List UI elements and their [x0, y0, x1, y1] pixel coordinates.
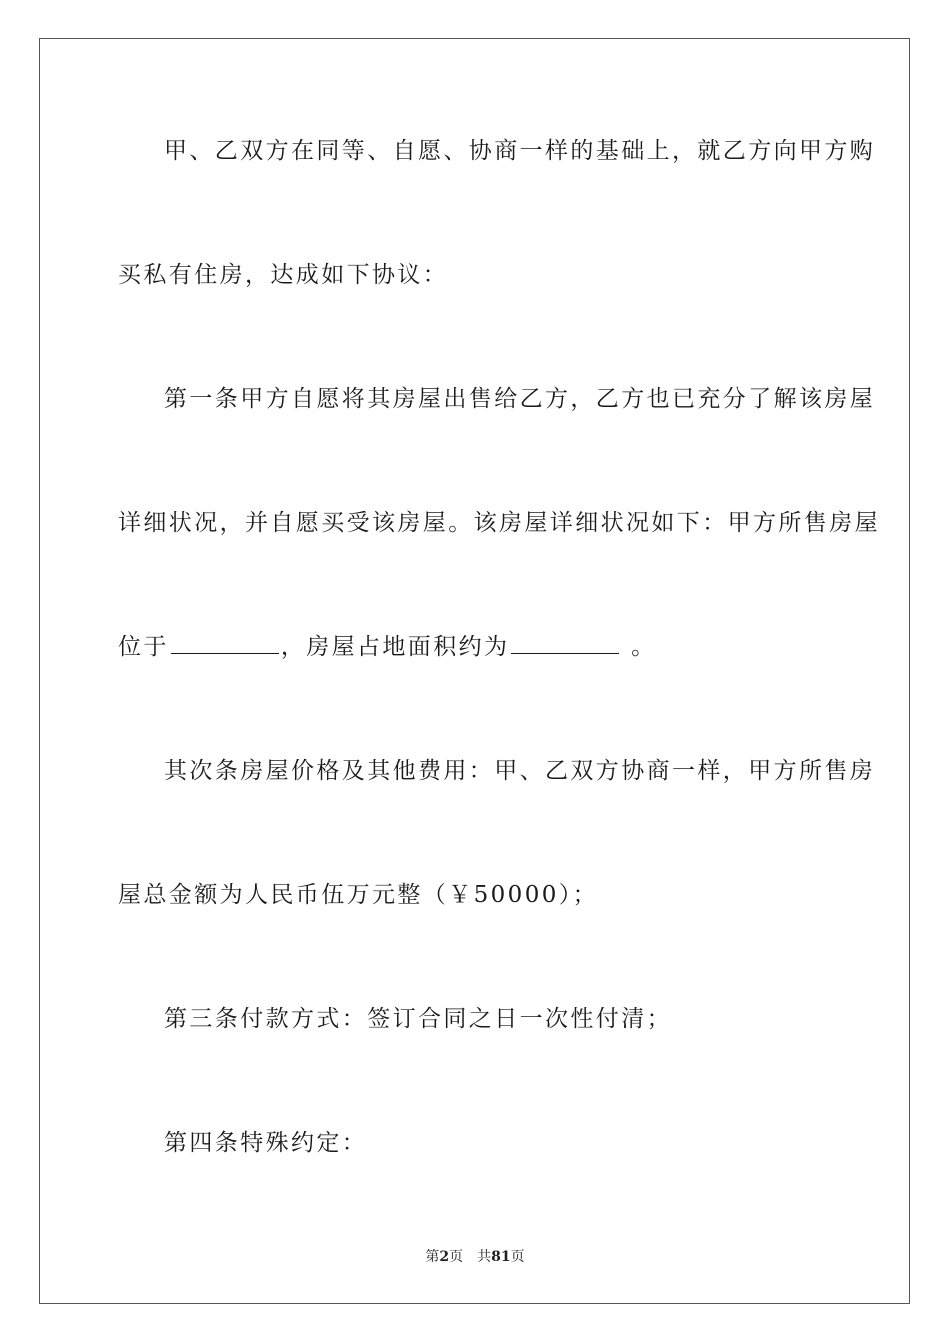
page-current: 2: [439, 1249, 450, 1265]
page-suffix: 页: [449, 1249, 464, 1265]
document-body: [118, 128, 880, 1244]
page-footer: [0, 1246, 950, 1266]
paragraph-1-line-2: 买私有住房，达成如下协议：: [118, 262, 449, 288]
paragraph-3-line-1: 其次条房屋价格及其他费用：甲、乙双方协商一样，甲方所售房: [164, 758, 876, 784]
paragraph-1-line-1: 甲、乙双方在同等、自愿、协商一样的基础上，就乙方向甲方购: [164, 138, 876, 164]
paragraph-2-line-2: 详细状况，并自愿买受该房屋。该房屋详细状况如下：甲方所售房屋: [118, 510, 880, 536]
location-label: 位于: [118, 634, 169, 660]
page-total: 81: [491, 1249, 511, 1265]
paragraph-2-line-1: 第一条甲方自愿将其房屋出售给乙方，乙方也已充分了解该房屋: [164, 386, 876, 412]
area-blank: [511, 633, 619, 654]
line-end-mark: 。: [621, 634, 657, 660]
paragraph-5-line-1: 第四条特殊约定：: [164, 1130, 368, 1156]
location-blank: [171, 633, 279, 654]
total-prefix: 共: [477, 1249, 492, 1265]
paragraph-3-line-2: 屋总金额为人民币伍万元整（￥50000）；: [118, 882, 599, 908]
area-label: ，房屋占地面积约为: [280, 634, 510, 660]
page-prefix: 第: [425, 1249, 440, 1265]
total-suffix: 页: [510, 1249, 525, 1265]
paragraph-4-line-1: 第三条付款方式：签订合同之日一次性付清；: [164, 1006, 672, 1032]
paragraph-2-line-3: [118, 624, 832, 748]
